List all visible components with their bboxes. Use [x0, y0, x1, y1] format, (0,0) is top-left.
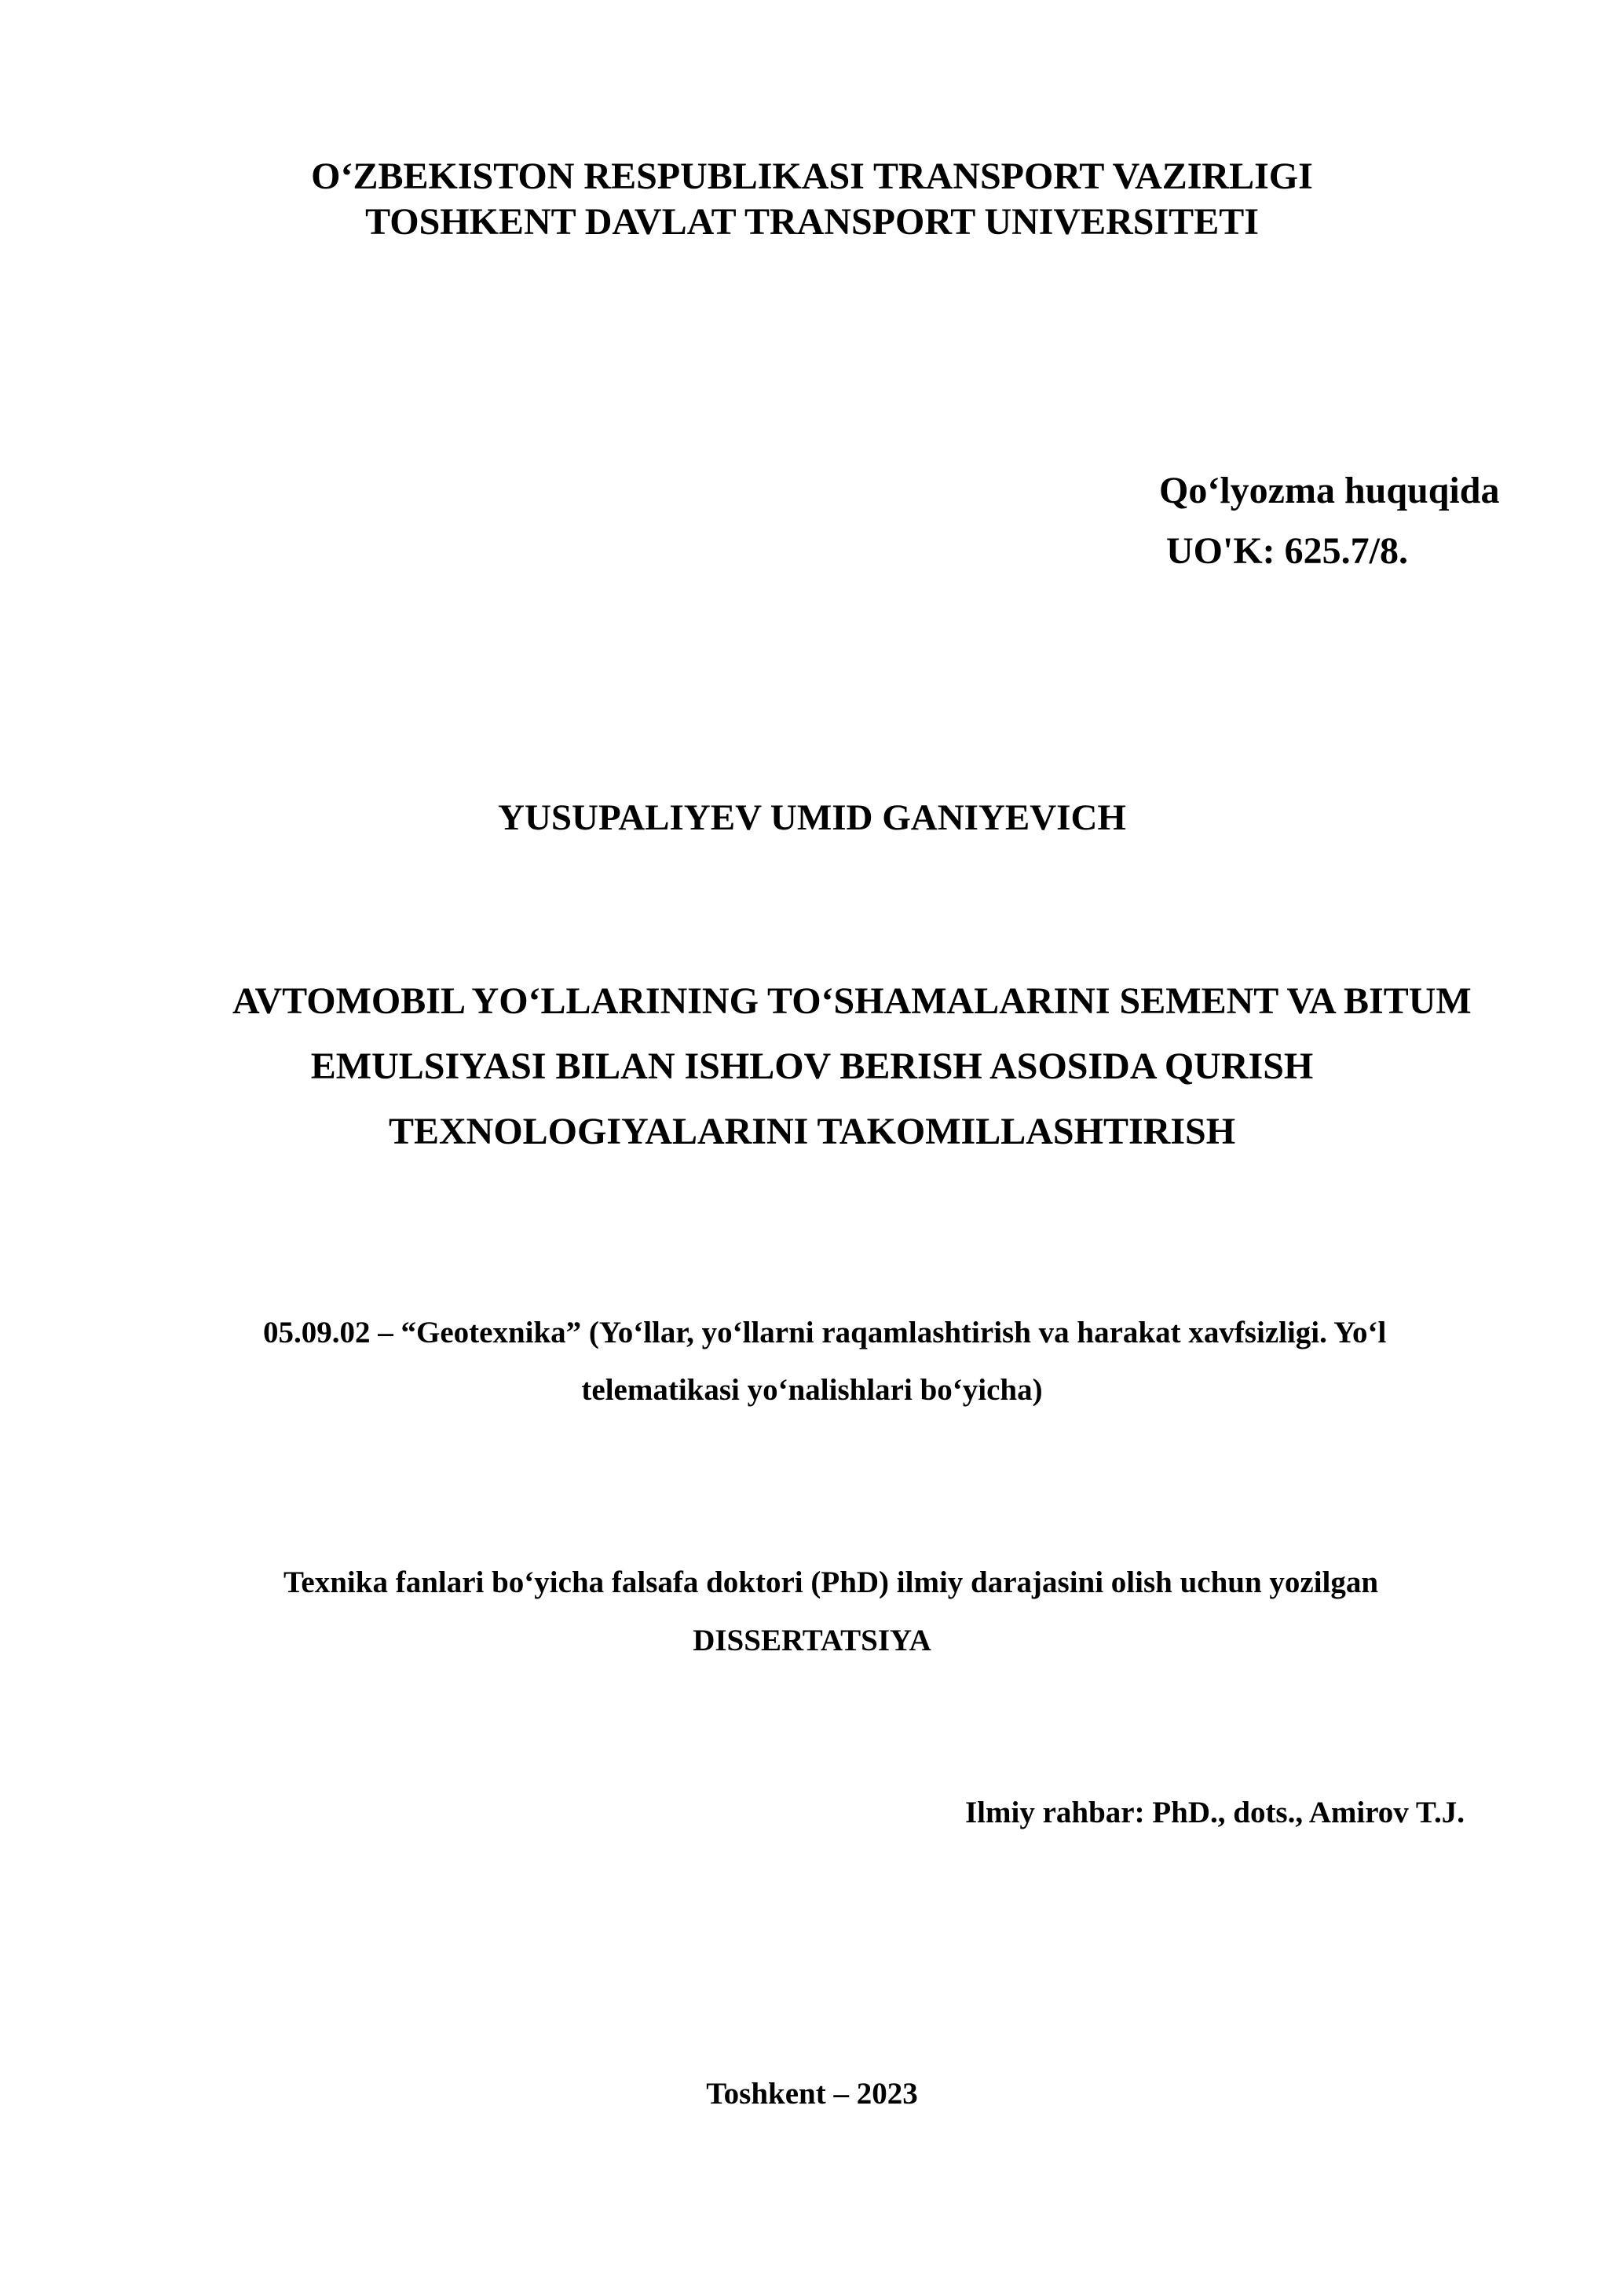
author-name: YUSUPALIYEV UMID GANIYEVICH: [498, 797, 1126, 838]
specialty-line-1: 05.09.02 – “Geotexnika” (Yo‘llar, yo‘llarni raqamlashtirish va harakat xavfsizligi. Yo‘l: [263, 1316, 1387, 1349]
specialty-line-2: telematikasi yo‘nalishlari bo‘yicha): [581, 1373, 1043, 1407]
scientific-supervisor: Ilmiy rahbar: PhD., dots., Amirov T.J.: [965, 1796, 1465, 1829]
degree-purpose-line: Texnika fanlari bo‘yicha falsafa doktori (PhD) ilmiy darajasini olish uchun yozilgan: [283, 1565, 1379, 1599]
manuscript-rights-note: Qo‘lyozma huquqida: [1159, 470, 1500, 511]
dissertation-title-line-1: AVTOMOBIL YO‘LLARINING TO‘SHAMALARINI SEMENT VA BITUM: [232, 980, 1472, 1022]
udc-code: UO'K: 625.7/8.: [1166, 530, 1408, 572]
dissertation-title-line-2: EMULSIYASI BILAN ISHLOV BERISH ASOSIDA QURISH: [310, 1045, 1314, 1087]
ministry-name: O‘ZBEKISTON RESPUBLIKASI TRANSPORT VAZIRLIGI: [311, 156, 1313, 197]
dissertation-title-line-3: TEXNOLOGIYALARINI TAKOMILLASHTIRISH: [388, 1111, 1236, 1152]
document-type-label: DISSERTATSIYA: [693, 1624, 931, 1657]
city-year: Toshkent – 2023: [706, 2077, 918, 2111]
university-name: TOSHKENT DAVLAT TRANSPORT UNIVERSITETI: [365, 201, 1259, 243]
